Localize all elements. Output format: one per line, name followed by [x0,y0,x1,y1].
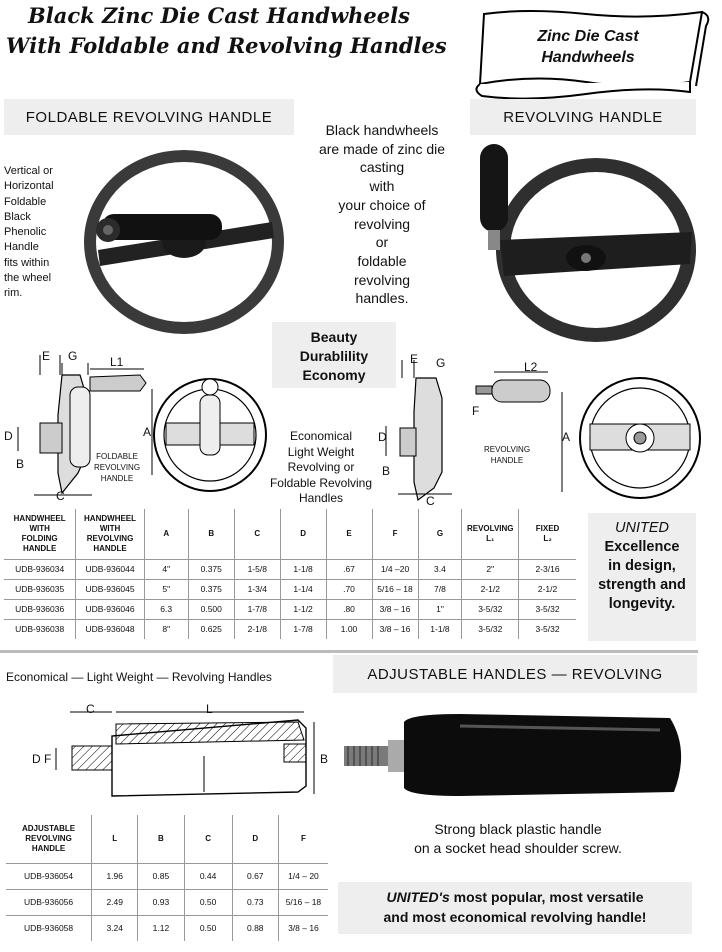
handle-dimension-diagram [28,700,340,806]
economical-tagline: Economical — Light Weight — Revolving Handles [6,670,272,684]
revolving-diagram-label: REVOLVING HANDLE [483,445,531,465]
adjustable-handle-spec-table [6,815,328,941]
banner-line2: Handwheels [541,49,635,66]
section-divider [0,650,698,653]
col-header-adjustable: ADJUSTABLE REVOLVING HANDLE [6,815,92,863]
col-header-F: F [300,833,306,843]
table-row: UDB-936036 UDB-936046 6.3 0.500 1-7/8 1-1/2 .80 3/8 – 16 1" 3-5/32 3-5/32 [4,599,576,619]
table-row: UDB-936058 3.24 1.12 0.50 0.88 3/8 – 16 [6,915,328,941]
table-row: UDB-936054 1.96 0.85 0.44 0.67 1/4 – 20 [6,863,328,889]
dim-E-left: E [42,349,51,363]
dim-G-right: G [436,356,446,370]
handle-dim-F: F [44,752,52,766]
col-header-revolving: HANDWHEEL WITH REVOLVING HANDLE [76,509,144,559]
dim-G-left: G [68,349,78,363]
dim-E-right: E [410,352,419,366]
dim-C-right: C [426,494,435,508]
revolving-dimension-diagram [376,352,720,512]
col-header-C: C [184,815,232,863]
center-description: Black handwheels are made of zinc die casting with your choice of revolving or foldable revolving handles. [318,122,446,307]
handle-dim-C: C [86,702,95,716]
dim-F-right: F [472,404,480,418]
handle-dim-B: B [320,752,329,766]
revolving-header: REVOLVING HANDLE [470,99,696,135]
foldable-handwheel-image [76,140,288,340]
adjustable-handle-image [340,700,692,804]
table-row: UDB-936034 UDB-936044 4" 0.375 1-5/8 1-1/8 .67 1/4 –20 3.4 2" 2-3/16 [4,559,576,579]
col-header-A: A [144,509,188,559]
col-header-E: E [326,509,372,559]
col-header-D: D [232,815,278,863]
foldable-dimension-diagram [0,345,278,505]
foldable-header: FOLDABLE REVOLVING HANDLE [4,99,294,135]
table-row: UDB-936035 UDB-936045 5" 0.375 1-3/4 1-1/4 .70 5/16 – 18 7/8 2-1/2 2-1/2 [4,579,576,599]
handwheel-spec-table [4,509,576,639]
dim-B-right: B [382,464,391,478]
foldable-diagram-label: FOLDABLE REVOLVING HANDLE [93,452,141,483]
banner-scroll [468,6,718,102]
foldable-description: Vertical or Horizontal Foldable Black Phenolic Handle fits within the wheel rim. [4,165,54,300]
dim-A-left: A [143,425,152,439]
col-header-B: B [138,815,184,863]
revolving-handwheel-image [466,140,702,348]
handle-dim-L: L [206,702,213,716]
adjustable-header: ADJUSTABLE HANDLES — REVOLVING [333,655,697,693]
col-header-F: F [372,509,418,559]
dim-D-right: D [378,430,387,444]
united-excellence-box: UNITED Excellence in design, strength and longevity. [588,513,696,641]
handle-dim-D: D [32,752,41,766]
col-header-L: L [92,815,138,863]
col-header-revolving-L1: REVOLVING L₁ [462,509,519,559]
col-header-folding: HANDWHEEL WITH FOLDING HANDLE [4,509,76,559]
dim-L2-right: L2 [524,360,538,374]
table-row: UDB-936056 2.49 0.93 0.50 0.73 5/16 – 18 [6,889,328,915]
page-title-line2: With Foldable and Revolving Handles [6,33,447,58]
col-header-G: G [418,509,462,559]
col-header-B: B [188,509,234,559]
economical-description: Economical Light Weight Revolving or Foldable Revolving Handles [269,429,373,505]
banner-line1: Zinc Die Cast [537,28,639,45]
most-popular-box: UNITED's most popular, most versatile and most economical revolving handle! [338,882,692,934]
beauty-box: Beauty Durablility Economy [272,322,396,388]
dim-B-left: B [16,457,25,471]
dim-C-left: C [56,489,65,503]
strong-handle-description: Strong black plastic handle on a socket head shoulder screw. [414,821,622,856]
col-header-fixed-L2: FIXED L₂ [535,523,560,543]
col-header-C: C [234,509,280,559]
col-header-D: D [280,509,326,559]
dim-L1-left: L1 [110,355,124,369]
dim-D-left: D [4,429,13,443]
page-title-line1: Black Zinc Die Cast Handwheels [28,3,410,28]
dim-A-right: A [562,430,571,444]
table-row: UDB-936038 UDB-936048 8" 0.625 2-1/8 1-7/8 1.00 3/8 – 16 1-1/8 3-5/32 3-5/32 [4,619,576,639]
